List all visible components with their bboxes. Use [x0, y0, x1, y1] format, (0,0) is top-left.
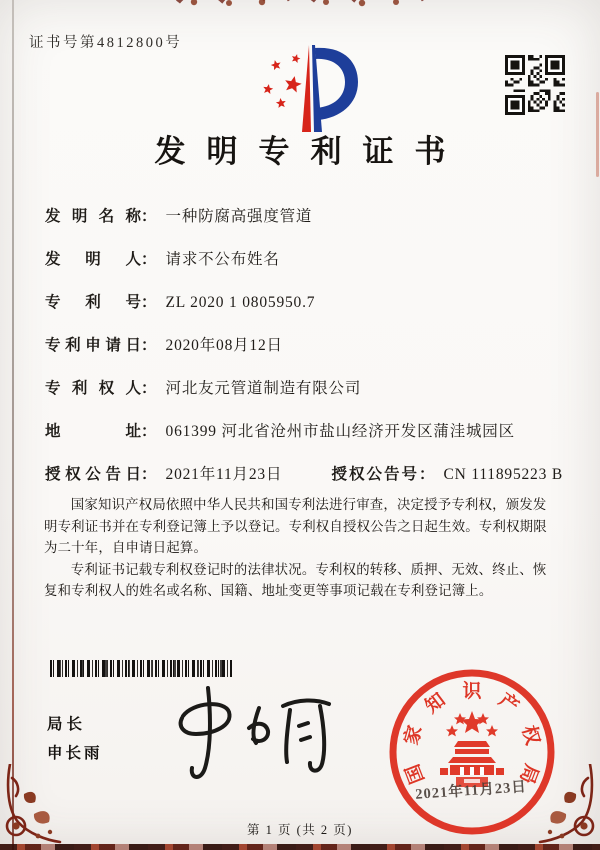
top-ornament-flourish: [172, 0, 428, 13]
commissioner-title: 局长: [47, 716, 87, 733]
field-value: 请求不公布姓名: [165, 251, 280, 268]
field-label: 专利号: [45, 294, 141, 311]
cnipa-logo-icon: [252, 40, 374, 138]
bottom-border-band: [0, 844, 600, 850]
field-patentee: [45, 376, 565, 398]
national-emblem: [440, 711, 504, 787]
field-patent-number: [45, 290, 565, 312]
field-label: 发明名称: [45, 208, 141, 225]
field-inventor: [45, 247, 565, 269]
fields-block: [45, 204, 565, 505]
field-colon: ：: [141, 423, 157, 440]
field-address: [45, 419, 565, 441]
grant-date-value: 2021年11月23日: [165, 466, 283, 483]
barcode-icon: [50, 660, 233, 677]
legal-paragraph-2: 专利证书记载专利权登记时的法律状况。专利权的转移、质押、无效、终止、恢复和专利权人的姓名或名称、国籍、地址变更等事项记载在专利登记簿上。: [44, 561, 547, 598]
seal-stamp-date: 2021年11月23日: [414, 779, 528, 803]
field-value: ZL 2020 1 0805950.7: [165, 294, 316, 311]
field-colon: ：: [141, 208, 157, 225]
qr-code-icon: [505, 55, 565, 115]
field-grant-row: [45, 462, 565, 484]
commissioner-name: 申长雨: [47, 745, 103, 762]
field-invention-name: [45, 204, 565, 226]
field-filing-date: [45, 333, 565, 355]
field-colon: ：: [419, 466, 435, 483]
page-number: 第 1 页 (共 2 页): [247, 823, 353, 837]
field-label: 地址: [45, 423, 141, 440]
field-colon: ：: [141, 466, 157, 483]
seal-char: 权: [517, 723, 543, 748]
field-colon: ：: [141, 337, 157, 354]
grant-number-value: CN 111895223 B: [443, 466, 563, 483]
legal-paragraph-1: 国家知识产权局依照中华人民共和国专利法进行审查，决定授予专利权，颁发发明专利证书并在专利登记簿上予以登记。专利权自授权公告之日起生效。专利权期限为二十年，自申请日起算。: [44, 497, 547, 555]
seal-char: 局: [515, 761, 542, 787]
handwritten-signature-icon: [163, 676, 351, 788]
certificate-title: 发明专利证书: [154, 134, 467, 169]
field-label: 授权公告日: [45, 466, 141, 483]
seal-char: 家: [401, 723, 427, 748]
field-label: 专利申请日: [45, 337, 141, 354]
legal-text-block: [44, 494, 558, 602]
bottom-left-corner-ornament: [2, 764, 62, 848]
field-colon: ：: [141, 251, 157, 268]
seal-char: 国: [402, 761, 429, 787]
field-label: 专利权人: [45, 380, 141, 397]
bottom-right-corner-ornament: [538, 764, 598, 848]
cnipa-round-seal-icon: [382, 669, 562, 835]
seal-char: 知: [421, 689, 450, 718]
seal-char: 识: [462, 681, 482, 702]
certificate-number: 证书号第4812800号: [29, 35, 183, 51]
grant-number-label: 授权公告号: [331, 466, 420, 483]
field-colon: ：: [141, 380, 157, 397]
field-value: 061399 河北省沧州市盐山经济开发区蒲洼城园区: [165, 423, 515, 440]
field-value: 2020年08月12日: [165, 337, 283, 354]
seal-char: 产: [494, 689, 523, 718]
field-colon: ：: [141, 294, 157, 311]
field-value: 河北友元管道制造有限公司: [165, 380, 362, 397]
field-value: 一种防腐高强度管道: [165, 208, 313, 225]
field-label: 发明人: [45, 251, 141, 268]
